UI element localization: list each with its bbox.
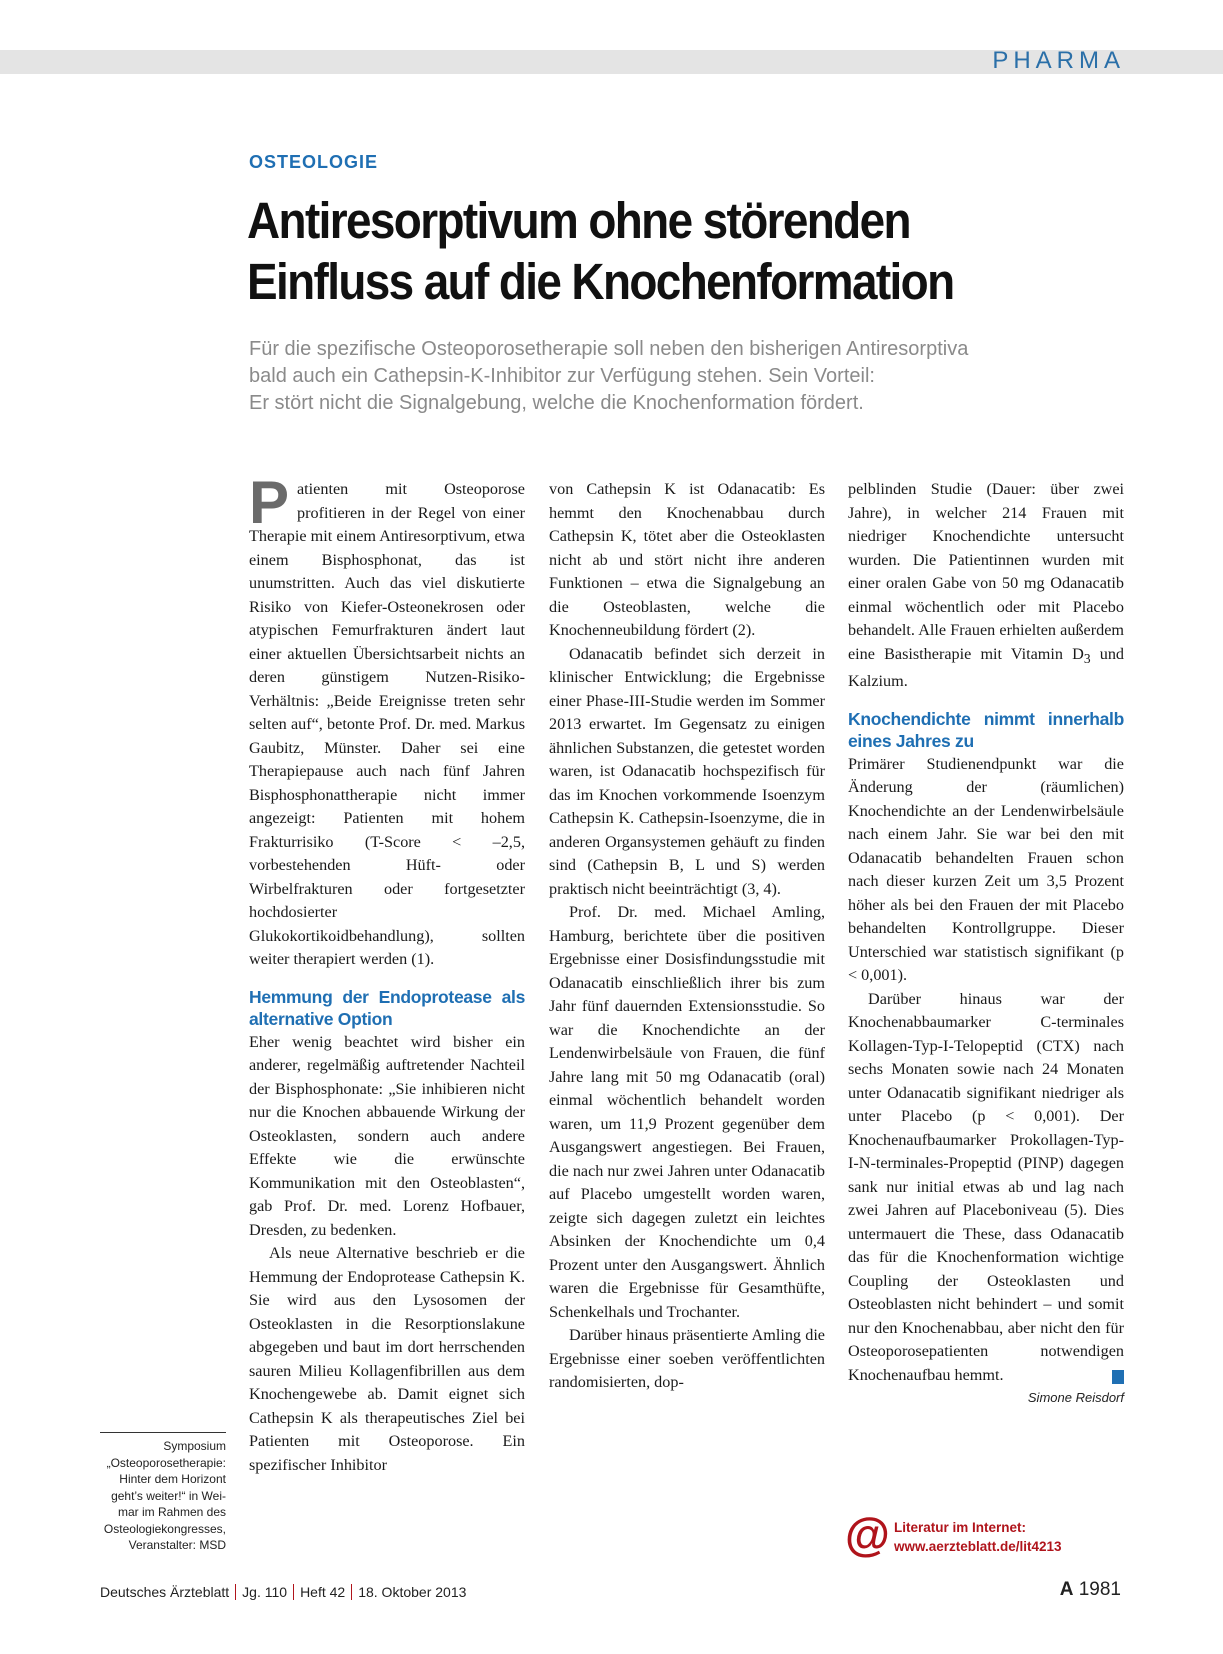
note-line: „Osteoporosetherapie: — [106, 1455, 226, 1470]
sidebar-divider — [100, 1432, 226, 1433]
note-line: Hinter dem Horizont — [119, 1472, 226, 1486]
text-column-3 — [848, 478, 1124, 1409]
paragraph: Prof. Dr. med. Michael Amling, Hamburg, berichtete über die positiven Ergebnisse einer Dosisfindungsstudie mit Odanacatib einschließlich ihrer bis zum Jahr fünf dauernden Extensionsstudie. So war die Knochendichte an der Lendenwirbelsäule von Frauen, die fünf Jahre lang mit 50 mg Odanacatib (oral) einmal wöchentlich behandelt worden waren, um 11,9 Prozent gegenüber dem Ausgangswert angestiegen. Bei Frauen, die nach nur zwei Jahren unter Odanacatib auf Placebo umgestellt worden waren, zeigte sich dagegen zuletzt ein leichtes Absinken der Knochendichte um 0,4 Prozent unter den Ausgangswert. Ähnlich waren die Ergebnisse für Gesamthüfte, Schenkelhals und Trochanter. — [549, 903, 825, 1321]
sidebar-note — [96, 1438, 226, 1554]
issue-date: 18. Oktober 2013 — [358, 1584, 467, 1600]
note-line: Symposium — [163, 1439, 226, 1453]
volume: Jg. 110 — [242, 1584, 288, 1600]
literature-url[interactable]: www.aerzteblatt.de/lit4213 — [894, 1539, 1062, 1554]
note-line: Osteologiekongresses, — [103, 1521, 226, 1536]
paragraph-text: atienten mit Osteoporose profitieren in der Regel von einer Therapie mit einem Antiresorptivum, etwa einem Bisphosphonat, das ist unumstritten. Auch das viel diskutierte Risiko von Kiefer-Osteonekrosen oder atypischen Femurfrakturen ändert laut einer aktuellen Übersichtsarbeit nichts an deren günstigem Nutzen-Risiko-Verhältnis: „Beide Ereignisse treten sehr selten auf“, betonte Prof. Dr. med. Markus Gaubitz, Münster. Daher sei eine Therapiepause auch nach fünf Jahren Bisphosphonattherapie nicht immer angezeigt: Patienten mit hohem Frakturrisiko (T-Score < –2,5, vorbestehenden Hüft- oder Wirbelfrakturen oder fortgesetzter hochdosierter Glukokortikoidbehandlung), sollten weiter therapiert werden (1). — [249, 480, 525, 968]
paragraph — [848, 988, 1124, 1388]
paragraph-text: pelblinden Studie (Dauer: über zwei Jahre), in welcher 214 Frauen mit niedriger Knochendichte untersucht wurden. Die Patientinnen wurden mit einer oralen Gabe von 50 mg Odanacatib einmal wöchentlich oder mit Placebo behandelt. Alle Frauen erhielten außerdem eine Basistherapie mit Vitamin D — [848, 480, 1124, 663]
section-label: PHARMA — [992, 47, 1125, 74]
article-lead — [249, 336, 1129, 417]
page-number — [1060, 1579, 1121, 1601]
lead-line-1: Für die spezifische Osteoporosetherapie soll neben den bisherigen Antiresorptiva — [249, 338, 969, 360]
subheading-endoprotease: Hemmung der Endoprotease als alternative Option — [249, 986, 525, 1029]
lead-line-2: bald auch ein Cathepsin-K-Inhibitor zur Verfügung stehen. Sein Vorteil: — [249, 365, 875, 387]
drop-cap: P — [249, 469, 290, 536]
literature-text — [894, 1518, 1062, 1556]
footer — [100, 1584, 466, 1600]
article-kicker: OSTEOLOGIE — [249, 152, 379, 172]
literature-label: Literatur im Internet: — [894, 1520, 1027, 1535]
paragraph — [249, 469, 525, 972]
title-line-1: Antiresorptivum ohne störenden — [247, 192, 910, 249]
subheading-knochendichte: Knochendichte nimmt innerhalb eines Jahres zu — [848, 708, 1124, 751]
paragraph: Odanacatib befindet sich derzeit in klinischer Entwicklung; die Ergebnisse einer Phase-III-Studie werden im Sommer 2013 erwartet. Im Gegensatz zu einigen ähnlichen Substanzen, die getestet worden waren, ist Odanacatib hochspezifisch für das im Knochen vorkommende Isoenzym Cathepsin K. Cathepsin-Isoenzyme, die in anderen Organsystemen gehäuft zu finden sind (Cathepsin B, L und S) werden praktisch nicht beeinträchtigt (3, 4). — [549, 644, 825, 898]
author-name: Simone Reisdorf — [1027, 1390, 1124, 1406]
title-line-2: Einfluss auf die Knochenformation — [247, 253, 954, 310]
subscript: 3 — [1083, 650, 1091, 666]
end-mark — [1112, 1370, 1124, 1384]
text-column-1 — [249, 469, 525, 1477]
article-title — [247, 190, 1057, 312]
paragraph — [848, 478, 1124, 694]
page-prefix: A — [1059, 1579, 1074, 1600]
note-line: Veranstalter: MSD — [128, 1538, 226, 1552]
separator — [351, 1584, 352, 1600]
paragraph-text: Darüber hinaus war der Knochenabbaumarker C-terminales Kollagen-Typ-I-Telopeptid (CTX) nach sechs Monaten sowie nach 24 Monaten unter Odanacatib signifikant niedriger als unter Placebo (p < 0,001). Der Knochenaufbaumarker Prokollagen-Typ-I-N-terminales-Propeptid (PINP) dagegen sank nur initial etwas ab und lag nach zwei Jahren auf Placeboniveau (5). Dies untermauert die These, dass Odanacatib das für die Knochenformation wichtige Coupling der Osteoklasten und Osteoblasten nicht behindert – und somit nur den Knochenabbau, aber nicht den für Osteoporosepatienten notwendigen Knochenaufbau hemmt. — [848, 989, 1124, 1384]
paragraph: Primärer Studienendpunkt war die Änderung der (räumlichen) Knochendichte an der Lendenwirbelsäule nach einem Jahr. Sie war bei den mit Odanacatib behandelten Frauen schon nach dieser kurzen Zeit um 3,5 Prozent höher als bei den Frauen der mit Placebo behandelten Kontrollgruppe. Dieser Unterschied war statistisch signifikant (p < 0,001). — [848, 754, 1124, 985]
paragraph: Darüber hinaus präsentierte Amling die Ergebnisse einer soeben veröffentlichten randomisierten, dop- — [549, 1326, 825, 1391]
paragraph: von Cathepsin K ist Odanacatib: Es hemmt den Knochenabbau durch Cathepsin K, tötet aber die Osteoklasten nicht ab und stört nicht ihre anderen Funktionen – etwa die Signalgebung an die Osteoblasten, welche die Knochenneubildung fördert (2). — [549, 480, 825, 639]
paragraph-text: und Kalzium. — [848, 644, 1125, 691]
note-line: mar im Rahmen des — [117, 1505, 226, 1519]
paragraph: Als neue Alternative beschrieb er die Hemmung der Endoprotease Cathepsin K. Sie wird aus den Lysosomen der Osteoklasten in die Resorptionslakune abgegeben und baut im dort herrschenden sauren Milieu Kollagenfibrillen aus dem Knochengewebe ab. Damit eignet sich Cathepsin K als therapeutisches Ziel bei Patienten mit Osteoporose. Ein spezifischer Inhibitor — [249, 1244, 525, 1474]
paragraph: Eher wenig beachtet wird bisher ein anderer, regelmäßig auftretender Nachteil der Bisphosphonate: „Sie inhibieren nicht nur die Knochen abbauende Wirkung der Osteoklasten, sondern auch andere Effekte wie die erwünschte Kommunikation mit den Osteoblasten“, gab Prof. Dr. med. Lorenz Hofbauer, Dresden, zu bedenken. — [249, 1032, 525, 1239]
page-number-value: 1981 — [1078, 1579, 1121, 1600]
journal-name: Deutsches Ärzteblatt — [100, 1584, 230, 1600]
issue: Heft 42 — [300, 1584, 346, 1600]
note-line: geht’s weiter!“ in Wei- — [111, 1488, 226, 1503]
separator — [293, 1584, 294, 1600]
separator — [235, 1584, 236, 1600]
at-icon: @ — [845, 1508, 890, 1560]
literature-link-box — [845, 1508, 1125, 1560]
lead-line-3: Er stört nicht die Signalgebung, welche die Knochenformation fördert. — [249, 392, 864, 414]
text-column-2 — [549, 478, 825, 1395]
